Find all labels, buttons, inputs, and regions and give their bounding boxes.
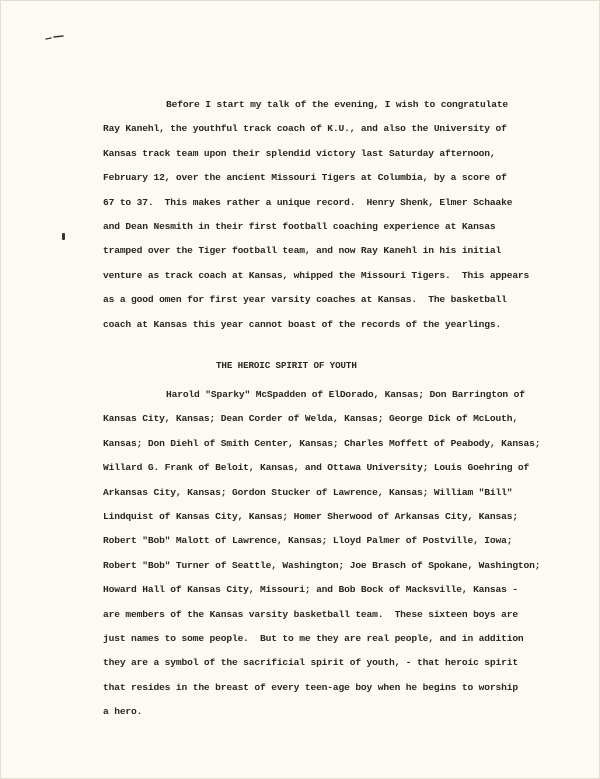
text-line: Before I start my talk of the evening, I wish to congratulate bbox=[166, 99, 509, 110]
text-line: Kansas track team upon their splendid victory last Saturday afternoon, bbox=[103, 147, 496, 159]
paragraph-congratulations bbox=[103, 93, 573, 337]
stray-ink-mark bbox=[62, 233, 65, 240]
text-line: and Dean Nesmith in their first football coaching experience at Kansas bbox=[103, 220, 496, 232]
text-line: that resides in the breast of every teen-age boy when he begins to worship bbox=[103, 681, 518, 693]
text-line: Robert "Bob" Turner of Seattle, Washington; Joe Brasch of Spokane, Washington; bbox=[103, 559, 541, 571]
text-line: venture as track coach at Kansas, whipped the Missouri Tigers. This appears bbox=[103, 269, 530, 281]
text-line: Lindquist of Kansas City, Kansas; Homer Sherwood of Arkansas City, Kansas; bbox=[103, 510, 518, 522]
text-line: Robert "Bob" Malott of Lawrence, Kansas; Lloyd Palmer of Postville, Iowa; bbox=[103, 535, 513, 547]
text-line: Willard G. Frank of Beloit, Kansas, and Ottawa University; Louis Goehring of bbox=[103, 462, 530, 474]
text-line: coach at Kansas this year cannot boast of the records of the yearlings. bbox=[103, 318, 502, 330]
text-line: Kansas; Don Diehl of Smith Center, Kansas; Charles Moffett of Peabody, Kansas; bbox=[103, 437, 541, 449]
text-line: 67 to 37. This makes rather a unique record. Henry Shenk, Elmer Schaake bbox=[103, 196, 513, 208]
text-line: Howard Hall of Kansas City, Missouri; and Bob Bock of Macksville, Kansas - bbox=[103, 584, 518, 596]
text-line: they are a symbol of the sacrificial spirit of youth, - that heroic spirit bbox=[103, 657, 518, 669]
text-line: Arkansas City, Kansas; Gordon Stucker of Lawrence, Kansas; William "Bill" bbox=[103, 486, 513, 498]
text-line: Ray Kanehl, the youthful track coach of K.U., and also the University of bbox=[103, 123, 507, 135]
paragraph-team-members bbox=[103, 383, 573, 724]
text-line: Kansas City, Kansas; Dean Corder of Welda, Kansas; George Dick of McLouth, bbox=[103, 413, 518, 425]
pencil-mark-icon bbox=[45, 31, 65, 43]
text-line: just names to some people. But to me they are real people, and in addition bbox=[103, 632, 524, 644]
text-line: February 12, over the ancient Missouri Tigers at Columbia, by a score of bbox=[103, 172, 507, 184]
text-line: as a good omen for first year varsity coaches at Kansas. The basketball bbox=[103, 294, 507, 306]
text-line: are members of the Kansas varsity basketball team. These sixteen boys are bbox=[103, 608, 518, 620]
text-line: Harold "Sparky" McSpadden of ElDorado, Kansas; Don Barrington of bbox=[166, 389, 525, 400]
text-line: a hero. bbox=[103, 706, 143, 718]
section-heading: THE HEROIC SPIRIT OF YOUTH bbox=[216, 360, 357, 371]
text-line: tramped over the Tiger football team, and now Ray Kanehl in his initial bbox=[103, 245, 502, 257]
